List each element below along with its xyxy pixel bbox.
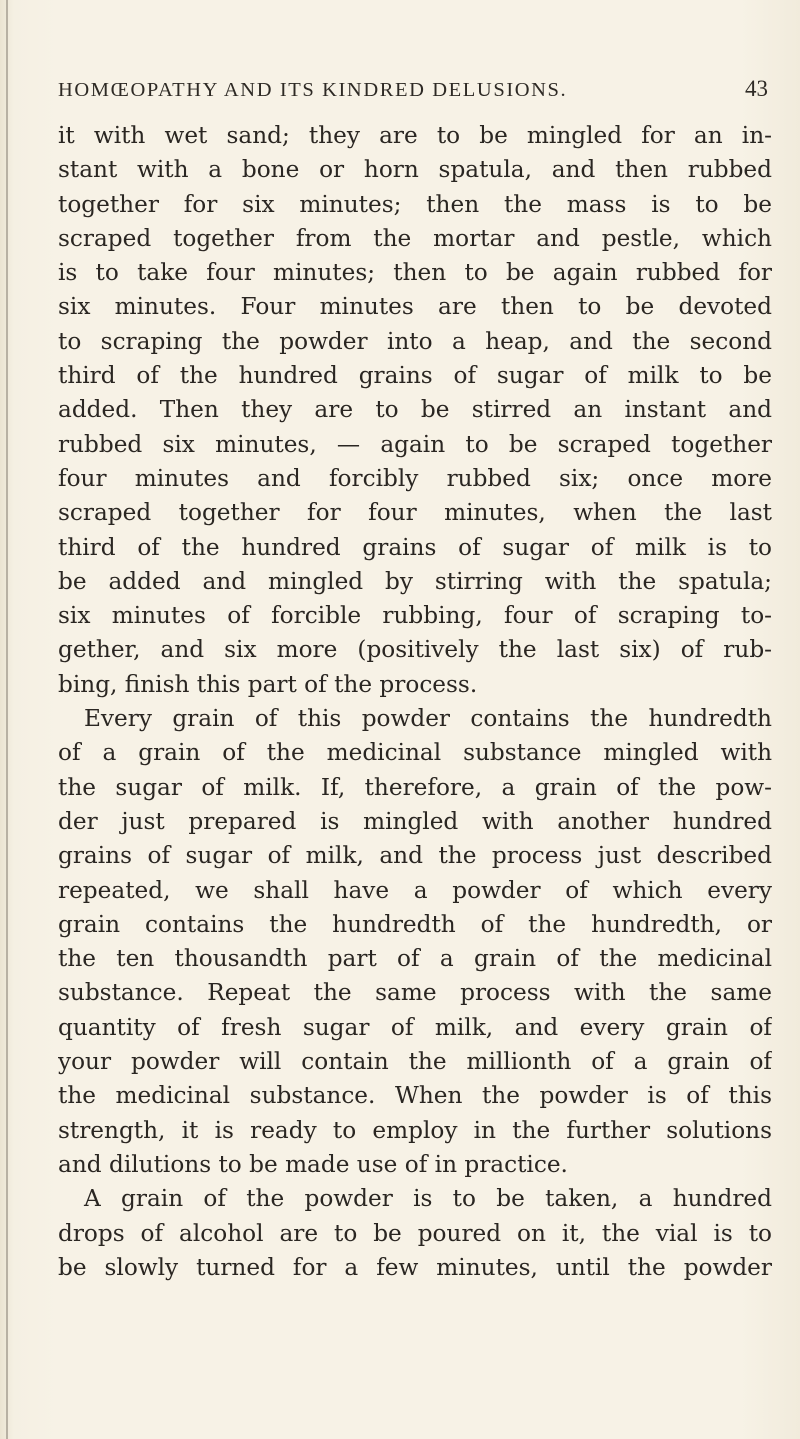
text-line: it with wet sand; they are to be mingled for an in- (58, 122, 772, 149)
text-line: strength, it is ready to employ in the further solutions (58, 1116, 772, 1144)
text-line: quantity of fresh sugar of milk, and every grain of (58, 1013, 772, 1041)
text-line: six minutes. Four minutes are then to be devoted (58, 293, 772, 321)
text-line: your powder will contain the millionth of a grain of (58, 1048, 772, 1076)
text-line: substance. Repeat the same process with the same (58, 979, 772, 1007)
text-line: and dilutions to be made use of in practice. (58, 1150, 568, 1178)
text-line: stant with a bone or horn spatula, and then rubbed (58, 156, 772, 184)
text-line: of a grain of the medicinal substance mingled with (58, 739, 772, 767)
paragraph-start-line: A grain of the powder is to be taken, a hundred (84, 1185, 772, 1213)
text-line: six minutes of forcible rubbing, four of scraping to- (58, 602, 772, 630)
text-line: third of the hundred grains of sugar of milk to be (58, 362, 772, 390)
text-line: grain contains the hundredth of the hundredth, or (58, 910, 772, 938)
text-line: is to take four minutes; then to be again rubbed for (58, 259, 772, 287)
body-text (58, 119, 772, 1285)
page-gutter-edge (6, 0, 8, 1439)
text-line: together for six minutes; then the mass is to be (58, 190, 772, 218)
text-line: drops of alcohol are to be poured on it, the vial is to (58, 1219, 772, 1247)
running-head: HOMŒOPATHY AND ITS KINDRED DELUSIONS. (58, 79, 568, 101)
text-line: be slowly turned for a few minutes, until the powder (58, 1253, 772, 1281)
text-line: the ten thousandth part of a grain of the medicinal (58, 945, 772, 973)
text-line: bing, finish this part of the process. (58, 670, 478, 698)
text-line: the medicinal substance. When the powder is of this (58, 1082, 772, 1110)
text-line: be added and mingled by stirring with the spatula; (58, 567, 772, 595)
text-line: the sugar of milk. If, therefore, a grain of the pow- (58, 773, 772, 801)
text-line: added. Then they are to be stirred an instant and (58, 396, 772, 424)
text-line: third of the hundred grains of sugar of milk is to (58, 533, 772, 561)
page-number: 43 (745, 76, 768, 101)
page-header (58, 76, 768, 110)
paragraph-start-line: Every grain of this powder contains the hundredth (84, 705, 772, 733)
text-line: to scraping the powder into a heap, and the second (58, 327, 772, 355)
text-line: rubbed six minutes, — again to be scraped together (58, 430, 772, 458)
text-line: gether, and six more (positively the last six) of rub- (58, 636, 772, 664)
text-line: grains of sugar of milk, and the process just described (58, 842, 772, 870)
text-line: scraped together for four minutes, when the last (58, 499, 772, 527)
text-line: repeated, we shall have a powder of which every (58, 876, 772, 904)
text-line: four minutes and forcibly rubbed six; once more (58, 464, 772, 492)
text-line: scraped together from the mortar and pestle, which (58, 224, 772, 252)
text-line: der just prepared is mingled with another hundred (58, 807, 772, 835)
